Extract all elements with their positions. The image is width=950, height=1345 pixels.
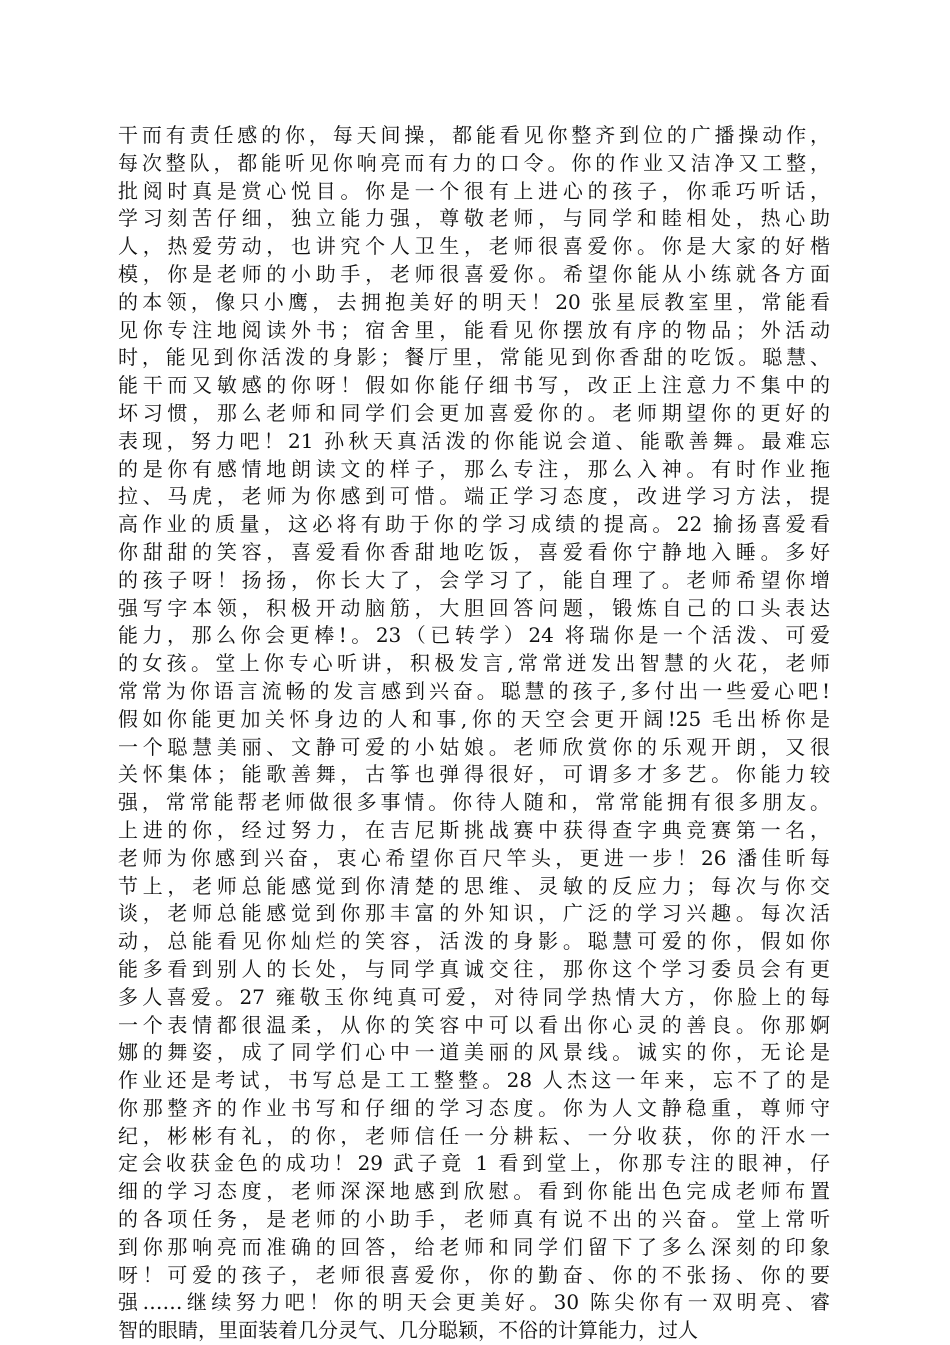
text-line: 的女孩。堂上你专心听讲，积极发言,常常迸发出智慧的火花，老师 <box>118 651 830 676</box>
text-line: 作业还是考试，书写总是工工整整。28 人杰这一年来，忘不了的是 <box>118 1068 830 1093</box>
text-line: 模，你是老师的小助手，老师很喜爱你。希望你能从小练就各方面 <box>118 261 830 286</box>
text-line: 强，常常能帮老师做很多事情。你待人随和，常常能拥有很多朋友。 <box>118 790 830 815</box>
text-line: 谈，老师总能感觉到你那丰富的外知识，广泛的学习兴趣。每次活 <box>118 901 830 926</box>
text-line: 拉、马虎，老师为你感到可惜。端正学习态度，改进学习方法，提 <box>118 484 830 509</box>
text-line: 上进的你，经过努力，在吉尼斯挑战赛中获得查字典竞赛第一名， <box>118 817 830 842</box>
text-line: 假如你能更加关怀身边的人和事,你的天空会更开阔!25 毛出桥你是 <box>118 706 830 731</box>
text-line: 细的学习态度，老师深深地感到欣慰。看到你能出色完成老师布置 <box>118 1179 830 1204</box>
text-line: 老师为你感到兴奋，衷心希望你百尺竿头，更进一步！26 潘佳昕每 <box>118 845 830 870</box>
body-text <box>118 122 830 1345</box>
text-line: 一个表情都很温柔，从你的笑容中可以看出你心灵的善良。你那婀 <box>118 1012 830 1037</box>
text-line: 纪，彬彬有礼，的你，老师信任一分耕耘、一分收获，你的汗水一 <box>118 1123 830 1148</box>
text-line: 能力，那么你会更棒!。23（已转学）24 将瑞你是一个活泼、可爱 <box>118 623 830 648</box>
text-line: 节上，老师总能感觉到你清楚的思维、灵敏的反应力；每次与你交 <box>118 873 830 898</box>
text-line: 学习刻苦仔细，独立能力强，尊敬老师，与同学和睦相处，热心助 <box>118 206 830 231</box>
text-line: 娜的舞姿，成了同学们心中一道美丽的风景线。诚实的你，无论是 <box>118 1040 830 1065</box>
text-line: 的是你有感情地朗读文的样子，那么专注，那么入神。有时作业拖 <box>118 456 830 481</box>
text-line: 你那整齐的作业书写和仔细的学习态度。你为人文静稳重，尊师守 <box>118 1095 830 1120</box>
text-line: 到你那响亮而准确的回答，给老师和同学们留下了多么深刻的印象 <box>118 1234 830 1259</box>
text-line: 的本领，像只小鹰，去拥抱美好的明天！20 张星辰教室里，常能看 <box>118 289 830 314</box>
text-line: 干而有责任感的你，每天间操，都能看见你整齐到位的广播操动作， <box>118 123 830 147</box>
text-line: 高作业的质量，这必将有助于你的学习成绩的提高。22 揄扬喜爱看 <box>118 512 830 537</box>
text-line: 关怀集体；能歌善舞，古筝也弹得很好，可谓多才多艺。你能力较 <box>118 762 830 787</box>
text-line: 定会收获金色的成功！29 武子竟 1 看到堂上，你那专注的眼神，仔 <box>118 1151 830 1176</box>
text-line: 表现，努力吧！21 孙秋天真活泼的你能说会道、能歌善舞。最难忘 <box>118 428 830 453</box>
text-line: 每次整队，都能听见你响亮而有力的口令。你的作业又洁净又工整， <box>118 150 830 175</box>
text-line: 能干而又敏感的你呀！假如你能仔细书写，改正上注意力不集中的 <box>118 373 830 398</box>
text-line: 常常为你语言流畅的发言感到兴奋。聪慧的孩子,多付出一些爱心吧! <box>118 678 830 703</box>
text-line: 呀！可爱的孩子，老师很喜爱你，你的勤奋、你的不张扬、你的要 <box>118 1262 830 1287</box>
text-line: 批阅时真是赏心悦目。你是一个很有上进心的孩子，你乖巧听话， <box>118 178 830 203</box>
text-line: 一个聪慧美丽、文静可爱的小姑娘。老师欣赏你的乐观开朗，又很 <box>118 734 830 759</box>
text-line: 坏习惯，那么老师和同学们会更加喜爱你的。老师期望你的更好的 <box>118 400 830 425</box>
text-line: 的各项任务，是老师的小助手，老师真有说不出的兴奋。堂上常听 <box>118 1207 830 1232</box>
text-line: 能多看到别人的长处，与同学真诚交往，那你这个学习委员会有更 <box>118 956 830 981</box>
text-line: 强写字本领，积极开动脑筋，大胆回答问题，锻炼自己的口头表达 <box>118 595 830 620</box>
text-line: 智的眼睛，里面装着几分灵气、几分聪颖，不俗的计算能力，过人 <box>118 1318 698 1343</box>
text-line: 你甜甜的笑容，喜爱看你香甜地吃饭，喜爱看你宁静地入睡。多好 <box>118 539 830 564</box>
text-line: 人，热爱劳动，也讲究个人卫生，老师很喜爱你。你是大家的好楷 <box>118 234 830 259</box>
text-line: 多人喜爱。27 雍敬玉你纯真可爱，对待同学热情大方，你脸上的每 <box>118 984 830 1009</box>
text-line: 的孩子呀！扬扬，你长大了，会学习了，能自理了。老师希望你增 <box>118 567 830 592</box>
text-line: 强……继续努力吧！你的明天会更美好。30 陈尖你有一双明亮、睿 <box>118 1290 830 1315</box>
text-line: 动，总能看见你灿烂的笑容，活泼的身影。聪慧可爱的你，假如你 <box>118 929 830 954</box>
text-line: 见你专注地阅读外书；宿舍里，能看见你摆放有序的物品；外活动 <box>118 317 830 342</box>
text-line: 时，能见到你活泼的身影；餐厅里，常能见到你香甜的吃饭。聪慧、 <box>118 345 830 370</box>
